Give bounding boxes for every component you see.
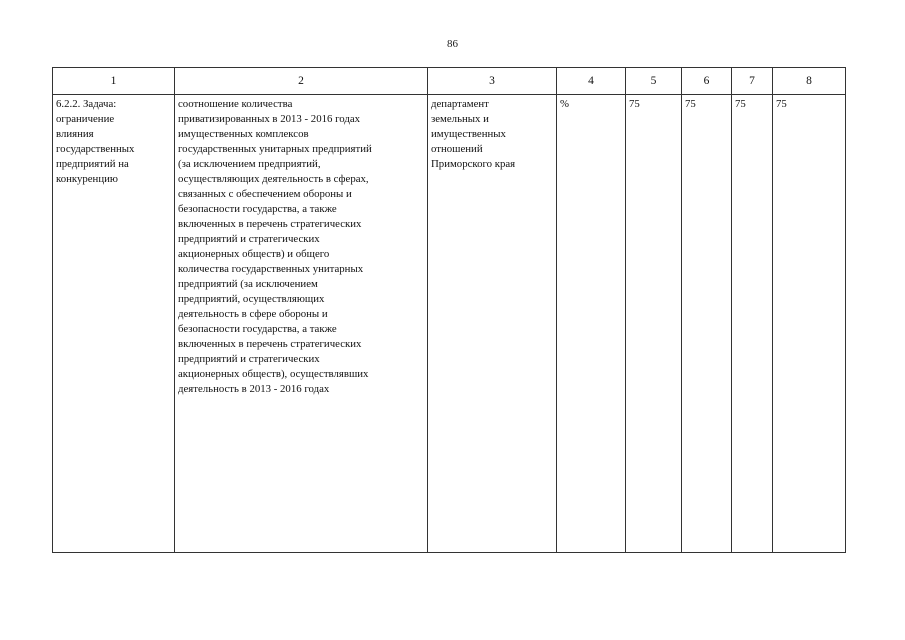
column-header-4: 4 [557,68,626,95]
column-header-5: 5 [626,68,682,95]
value-cell-7: 75 [732,95,773,553]
column-header-7: 7 [732,68,773,95]
column-header-1: 1 [53,68,175,95]
unit-cell: % [557,95,626,553]
indicator-cell: соотношение количества приватизированных в 2013 - 2016 годах имущественных комплексов государственных унитарных предприятий (за исключением предприятий, осуществляющих деятельность в сферах, связанных с обеспечением обороны и безопасности государства, а также включенных в перечень стратегических предприятий и стратегических акционерных обществ) и общего количества государственных унитарных предприятий (за исключением предприятий, осуществляющих деятельность в сфере обороны и безопасности государства, а также включенных в перечень стратегических предприятий и стратегических акционерных обществ), осуществлявших деятельность в 2013 - 2016 годах [175,95,428,553]
column-header-6: 6 [682,68,732,95]
column-header-2: 2 [175,68,428,95]
page-number: 86 [447,38,458,50]
value-cell-8: 75 [773,95,846,553]
header-row [53,68,846,95]
task-cell: 6.2.2. Задача: ограничение влияния государственных предприятий на конкуренцию [53,95,175,553]
column-header-8: 8 [773,68,846,95]
value-cell-5: 75 [626,95,682,553]
value-cell-6: 75 [682,95,732,553]
column-header-3: 3 [428,68,557,95]
indicators-table [52,67,846,553]
responsible-cell: департамент земельных и имущественных отношений Приморского края [428,95,557,553]
table-row [53,95,846,553]
